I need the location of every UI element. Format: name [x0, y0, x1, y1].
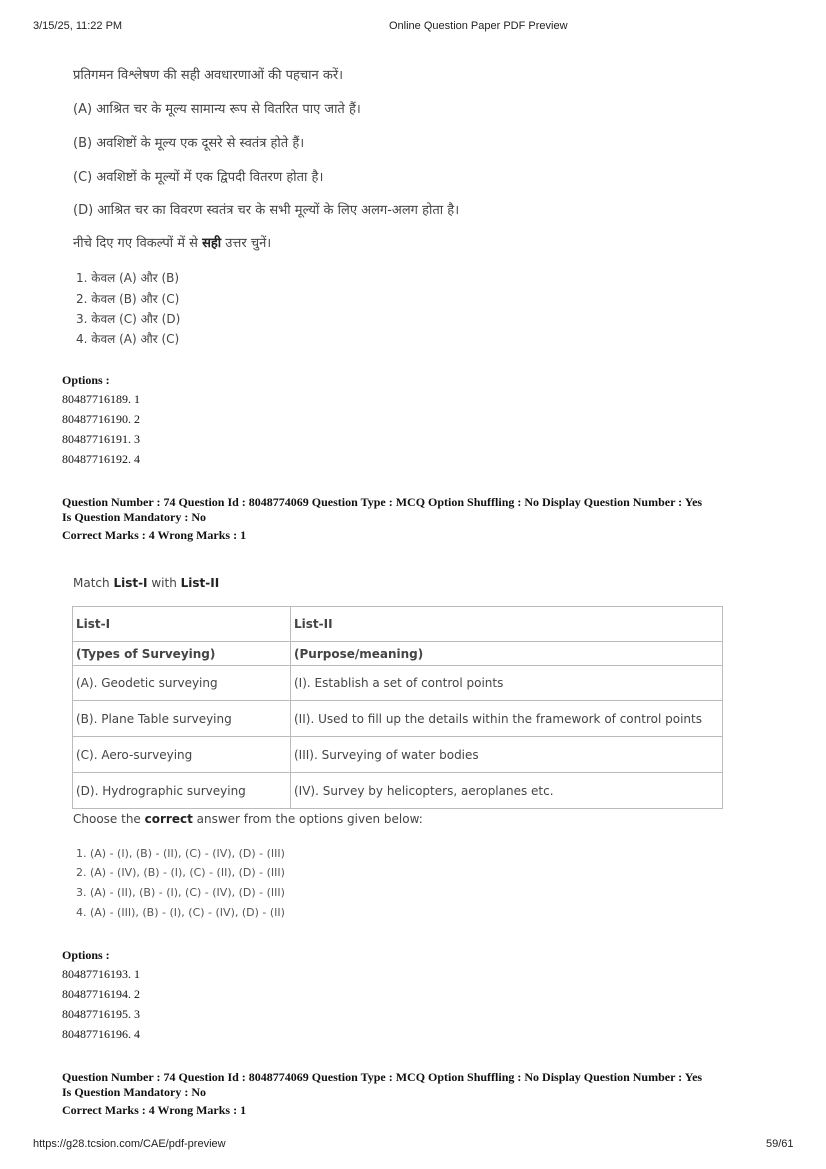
table-row — [73, 642, 723, 666]
q1-statement-a: (A) आश्रित चर के मूल्य सामान्य रूप से वितरित पाए जाते हैं। — [73, 102, 361, 117]
table-cell: (D). Hydrographic surveying — [73, 773, 291, 809]
q1-statement-d: (D) आश्रित चर का विवरण स्वतंत्र चर के सभी मूल्यों के लिए अलग-अलग होता है। — [73, 203, 460, 218]
q1-option-1: 80487716189. 1 — [62, 392, 140, 406]
table-cell: (I). Establish a set of control points — [291, 666, 723, 701]
q1-instruction: नीचे दिए गए विकल्पों में से सही उत्तर चुनें। — [73, 236, 272, 251]
table-row — [73, 773, 723, 809]
match-table — [72, 606, 723, 809]
q2-choice-2: 2. (A) - (IV), (B) - (I), (C) - (II), (D) - (III) — [76, 866, 285, 879]
meta1-line2: Is Question Mandatory : No — [62, 510, 207, 524]
q1-choice-3: 3. केवल (C) और (D) — [76, 312, 181, 326]
table-cell: (A). Geodetic surveying — [73, 666, 291, 701]
meta1-line1: Question Number : 74 Question Id : 8048774069 Question Type : MCQ Option Shuffling : No Display Question Number : Yes — [62, 495, 703, 509]
q1-option-4: 80487716192. 4 — [62, 452, 140, 466]
table-row — [73, 666, 723, 701]
table-cell: (II). Used to fill up the details within the framework of control points — [291, 701, 723, 737]
q1-choice-2: 2. केवल (B) और (C) — [76, 292, 180, 306]
table-cell: List-I — [73, 607, 291, 642]
table-cell: (C). Aero-surveying — [73, 737, 291, 773]
q2-instruction: Choose the correct answer from the options given below: — [73, 812, 423, 826]
q1-statement-c: (C) अवशिष्टों के मूल्यों में एक द्विपदी वितरण होता है। — [73, 170, 324, 185]
meta1-line3: Correct Marks : 4 Wrong Marks : 1 — [62, 528, 247, 542]
q1-options-label: Options : — [62, 373, 110, 387]
table-cell: (Purpose/meaning) — [291, 642, 723, 666]
q1-option-3: 80487716191. 3 — [62, 432, 140, 446]
q2-choice-4: 4. (A) - (III), (B) - (I), (C) - (IV), (D) - (II) — [76, 906, 285, 919]
table-cell: (B). Plane Table surveying — [73, 701, 291, 737]
table-cell: (III). Surveying of water bodies — [291, 737, 723, 773]
q2-choice-1: 1. (A) - (I), (B) - (II), (C) - (IV), (D) - (III) — [76, 847, 285, 860]
q2-choice-3: 3. (A) - (II), (B) - (I), (C) - (IV), (D) - (III) — [76, 886, 285, 899]
print-datetime: 3/15/25, 11:22 PM — [33, 20, 123, 32]
q2-option-4: 80487716196. 4 — [62, 1027, 140, 1041]
page-number: 59/61 — [766, 1138, 794, 1150]
q2-title: Match List-I with List-II — [73, 576, 220, 590]
table-row — [73, 737, 723, 773]
meta2-line3: Correct Marks : 4 Wrong Marks : 1 — [62, 1103, 247, 1117]
q2-option-1: 80487716193. 1 — [62, 967, 140, 981]
q1-option-2: 80487716190. 2 — [62, 412, 140, 426]
q2-option-3: 80487716195. 3 — [62, 1007, 140, 1021]
table-row — [73, 701, 723, 737]
q2-option-2: 80487716194. 2 — [62, 987, 140, 1001]
footer-url: https://g28.tcsion.com/CAE/pdf-preview — [33, 1138, 226, 1150]
table-cell: List-II — [291, 607, 723, 642]
meta2-line1: Question Number : 74 Question Id : 8048774069 Question Type : MCQ Option Shuffling : No Display Question Number : Yes — [62, 1070, 703, 1084]
q1-choice-4: 4. केवल (A) और (C) — [76, 332, 180, 346]
q1-stem: प्रतिगमन विश्लेषण की सही अवधारणाओं की पहचान करें। — [73, 68, 344, 83]
table-cell: (IV). Survey by helicopters, aeroplanes etc. — [291, 773, 723, 809]
page-title: Online Question Paper PDF Preview — [389, 20, 568, 32]
q1-choice-1: 1. केवल (A) और (B) — [76, 271, 180, 285]
table-row — [73, 607, 723, 642]
q2-options-label: Options : — [62, 948, 110, 962]
q1-statement-b: (B) अवशिष्टों के मूल्य एक दूसरे से स्वतंत्र होते हैं। — [73, 136, 305, 151]
meta2-line2: Is Question Mandatory : No — [62, 1085, 207, 1099]
table-cell: (Types of Surveying) — [73, 642, 291, 666]
